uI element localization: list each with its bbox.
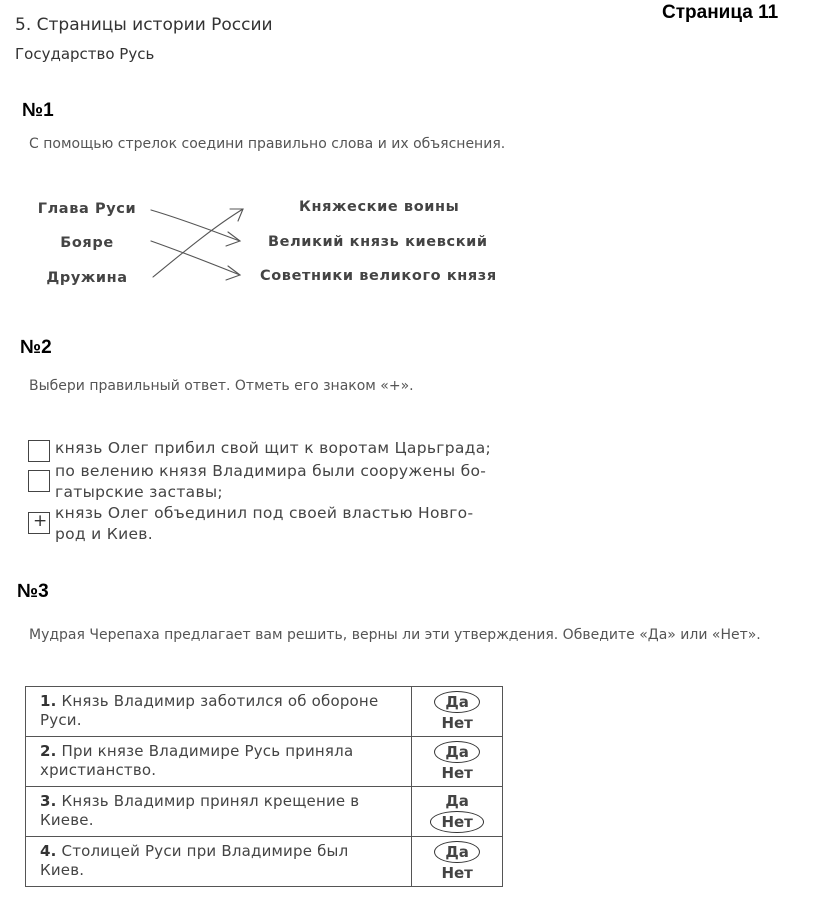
answer-yes-1[interactable]: Да (412, 691, 502, 713)
definition-knyazheskie-voiny: Княжеские воины (299, 199, 460, 215)
option-3-text-line2: род и Киев. (55, 525, 153, 543)
statement-3: 3. Князь Владимир принял крещение в Киеве. (26, 787, 412, 837)
statement-2: 2. При князе Владимире Русь приняла христианство. (26, 737, 412, 787)
chapter-title: 5. Страницы истории России (15, 15, 273, 35)
true-false-table (25, 686, 503, 887)
arrow-boyare-to-sovetniki (151, 241, 240, 280)
answer-yes-3[interactable]: Да (445, 792, 469, 810)
answer-no-4[interactable]: Нет (441, 864, 473, 882)
page-number: Страница 11 (662, 2, 779, 23)
term-glava-rusi: Глава Руси (37, 201, 137, 217)
answer-cell-4 (412, 837, 503, 887)
task-2-number: №2 (20, 337, 52, 358)
table-row (26, 837, 503, 887)
option-2-text-line1: по велению князя Владимира были сооружены бо- (55, 462, 487, 480)
option-1-checkbox[interactable] (28, 440, 50, 462)
task-2-instruction: Выбери правильный ответ. Отметь его знаком «+». (29, 378, 414, 394)
table-row (26, 737, 503, 787)
option-1-text: князь Олег прибил свой щит к воротам Царьграда; (55, 439, 492, 457)
answer-no-3[interactable]: Нет (412, 811, 502, 833)
statement-4: 4. Столицей Руси при Владимире был Киев. (26, 837, 412, 887)
arrow-glava-to-velikiy-knyaz (151, 210, 240, 246)
statement-1: 1. Князь Владимир заботился об обороне Руси. (26, 687, 412, 737)
answer-cell-1 (412, 687, 503, 737)
option-3-checkbox[interactable] (28, 512, 50, 534)
section-title: Государство Русь (15, 45, 155, 63)
term-boyare: Бояре (60, 235, 114, 251)
answer-yes-4[interactable]: Да (412, 841, 502, 863)
option-3-text-line1: князь Олег объединил под своей властью Новго- (55, 504, 474, 522)
task-1-instruction: С помощью стрелок соедини правильно слова и их объяснения. (29, 136, 506, 152)
definition-sovetniki: Советники великого князя (260, 268, 497, 284)
answer-yes-2[interactable]: Да (412, 741, 502, 763)
task-3-number: №3 (17, 581, 49, 602)
definition-velikiy-knyaz: Великий князь киевский (268, 234, 488, 250)
answer-cell-2 (412, 737, 503, 787)
term-druzhina: Дружина (46, 270, 128, 286)
table-row (26, 687, 503, 737)
option-2-text-line2: гатырские заставы; (55, 483, 223, 501)
option-2-checkbox[interactable] (28, 470, 50, 492)
table-row (26, 787, 503, 837)
plus-mark: + (33, 511, 48, 531)
answer-cell-3 (412, 787, 503, 837)
task-3-instruction: Мудрая Черепаха предлагает вам решить, верны ли эти утверждения. Обведите «Да» или «Нет». (29, 627, 761, 643)
task-1-number: №1 (22, 100, 54, 121)
answer-no-1[interactable]: Нет (441, 714, 473, 732)
answer-no-2[interactable]: Нет (441, 764, 473, 782)
